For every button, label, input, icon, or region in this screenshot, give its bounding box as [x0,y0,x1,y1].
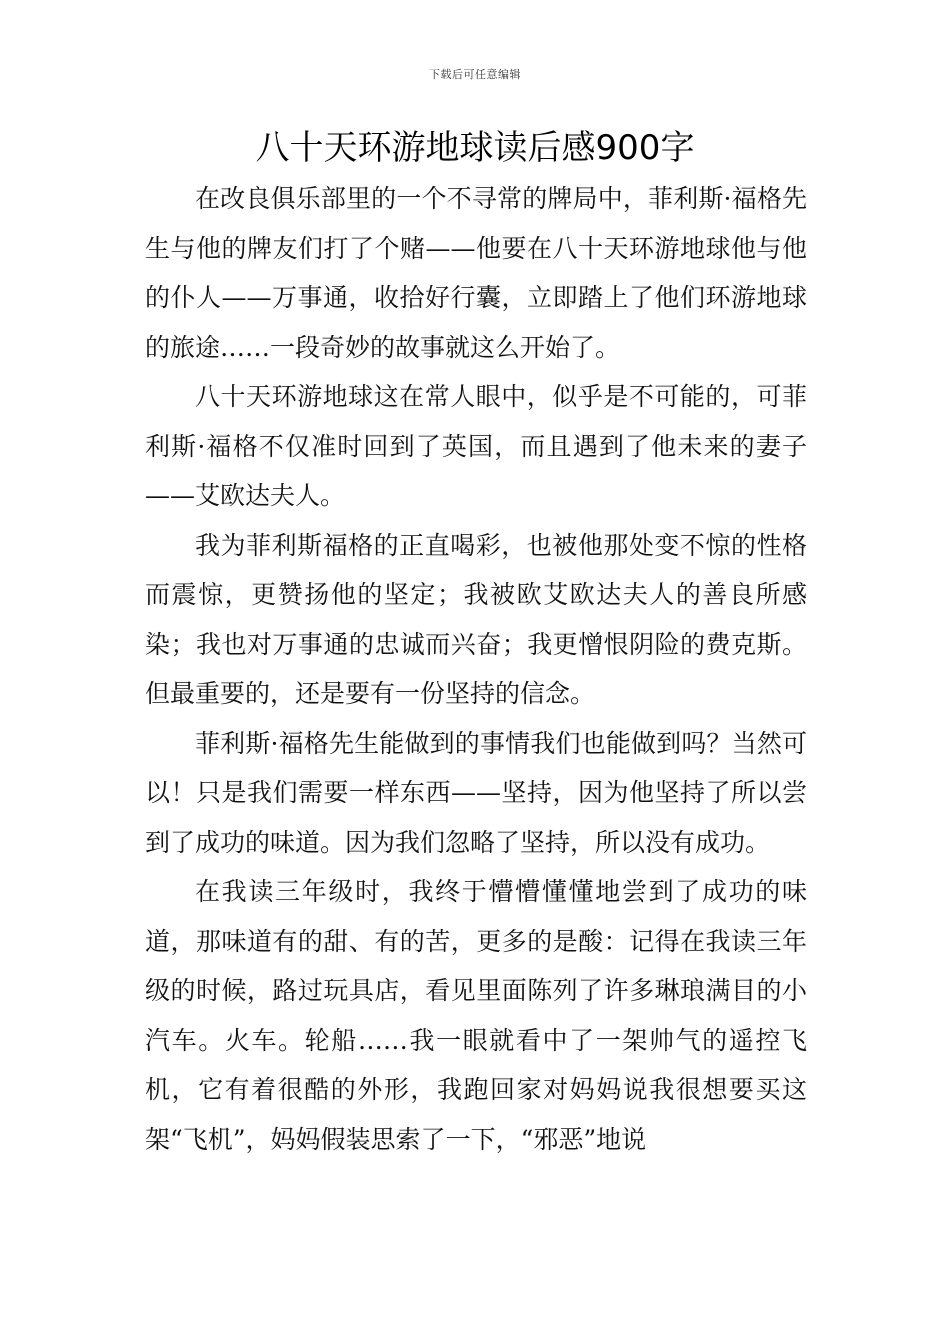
essay-body [145,174,807,1164]
paragraph-4: 菲利斯·福格先生能做到的事情我们也能做到吗？当然可以！只是我们需要一样东西——坚持，因为他坚持了所以尝到了成功的味道。因为我们忽略了坚持，所以没有成功。 [145,728,807,857]
paragraph-1: 在改良俱乐部里的一个不寻常的牌局中，菲利斯·福格先生与他的牌友们打了个赌——他要在八十天环游地球他与他的仆人——万事通，收拾好行囊，立即踏上了他们环游地球的旅途……一段奇妙的故事就这么开始了。 [145,184,807,362]
header-note: 下载后可任意编辑 [429,68,521,81]
paragraph-5: 在我读三年级时，我终于懵懵懂懂地尝到了成功的味道，那味道有的甜、有的苦，更多的是酸：记得在我读三年级的时候，路过玩具店，看见里面陈列了许多琳琅满目的小汽车。火车。轮船……我一眼就看中了一架帅气的遥控飞机，它有着很酷的外形，我跑回家对妈妈说我很想要买这架“飞机”，妈妈假装思索了一下，“邪恶”地说 [145,877,807,1154]
paragraph-3: 我为菲利斯福格的正直喝彩，也被他那处变不惊的性格而震惊，更赞扬他的坚定；我被欧艾欧达夫人的善良所感染；我也对万事通的忠诚而兴奋；我更憎恨阴险的费克斯。但最重要的，还是要有一份坚持的信念。 [145,530,807,708]
paragraph-2: 八十天环游地球这在常人眼中，似乎是不可能的，可菲利斯·福格不仅准时回到了英国，而且遇到了他未来的妻子——艾欧达夫人。 [145,382,807,510]
page-title: 八十天环游地球读后感900字 [255,128,695,168]
